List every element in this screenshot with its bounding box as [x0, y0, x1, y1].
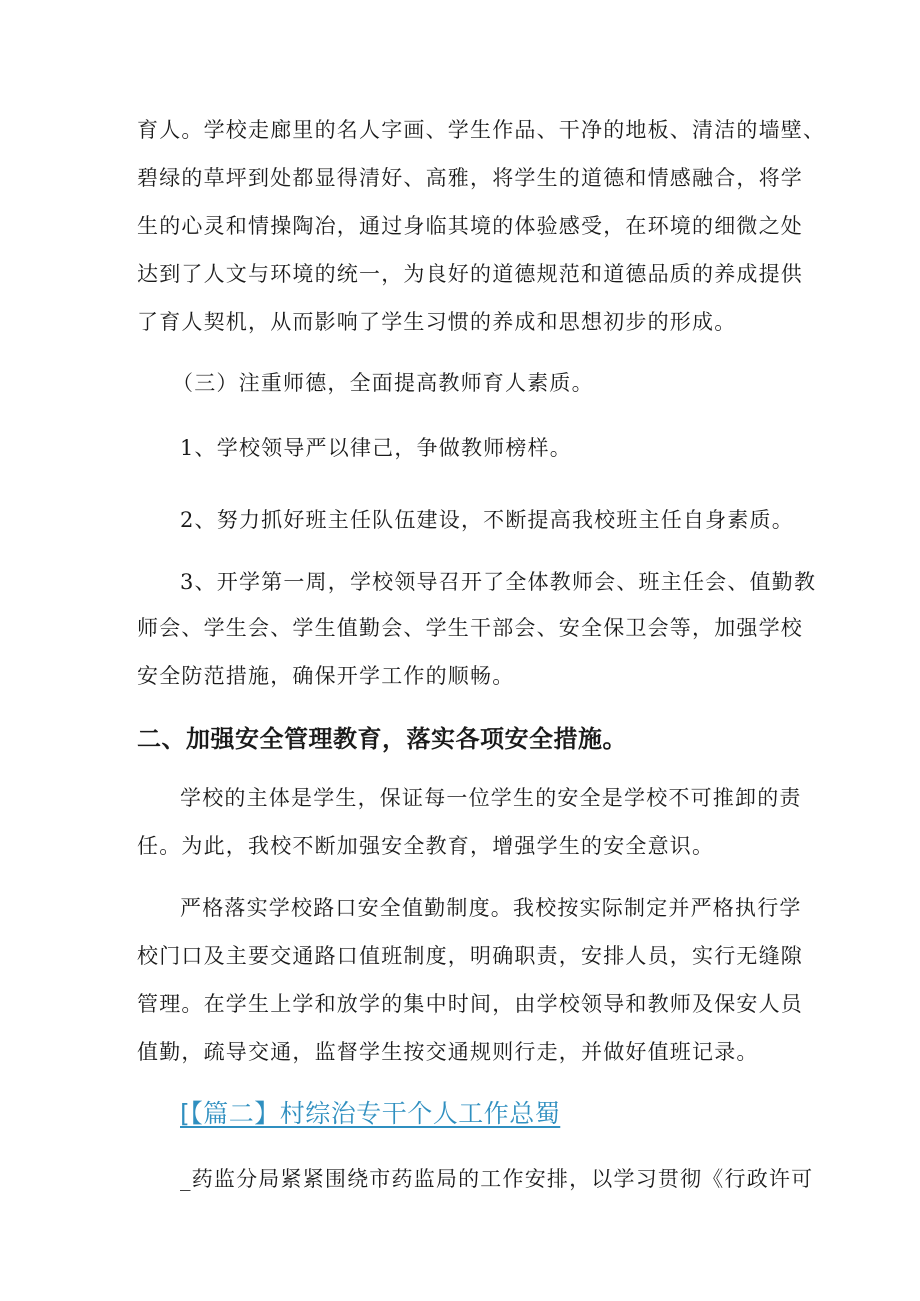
paragraph-traffic-line: 值勤，疏导交通，监督学生按交通规则行走，并做好值班记录。 [137, 1040, 759, 1064]
section-heading: 二、加强安全管理教育，落实各项安全措施。 [137, 725, 627, 753]
paragraph-safety-line: 学校的主体是学生，保证每一位学生的安全是学校不可推卸的责 [180, 786, 802, 810]
item-2: 2、努力抓好班主任队伍建设，不断提高我校班主任自身素质。 [180, 508, 794, 532]
subheading-3: （三）注重师德，全面提高教师育人素质。 [172, 371, 594, 395]
paragraph-1-line: 碧绿的草坪到处都显得清好、高雅，将学生的道德和情感融合，将学 [137, 166, 803, 190]
paragraph-1-line: 了育人契机，从而影响了学生习惯的养成和思想初步的形成。 [137, 310, 737, 334]
item-3-line: 安全防范措施，确保开学工作的顺畅。 [137, 664, 515, 688]
paragraph-traffic-line: 严格落实学校路口安全值勤制度。我校按实际制定并严格执行学 [180, 896, 802, 920]
item-1: 1、学校领导严以律己，争做教师榜样。 [180, 436, 572, 460]
paragraph-last-line: _药监分局紧紧围绕市药监局的工作安排，以学习贯彻《行政许可 [180, 1167, 814, 1191]
paragraph-safety-line: 任。为此，我校不断加强安全教育，增强学生的安全意识。 [137, 834, 715, 858]
paragraph-1-line: 育人。学校走廊里的名人字画、学生作品、干净的地板、清洁的墙壁、 [137, 118, 826, 142]
paragraph-1-line: 生的心灵和情操陶冶，通过身临其境的体验感受，在环境的细微之处 [137, 214, 803, 238]
item-3-line: 师会、学生会、学生值勤会、学生干部会、安全保卫会等，加强学校 [137, 616, 803, 640]
item-3-line: 3、开学第一周，学校领导召开了全体教师会、班主任会、值勤教 [180, 570, 817, 594]
paragraph-1-line: 达到了人文与环境的统一，为良好的道德规范和道德品质的养成提供 [137, 262, 803, 286]
section-link-title[interactable]: [【篇二】村综治专干个人工作总蜀 [180, 1099, 561, 1128]
paragraph-traffic-line: 管理。在学生上学和放学的集中时间，由学校领导和教师及保安人员 [137, 992, 803, 1016]
paragraph-traffic-line: 校门口及主要交通路口值班制度，明确职责，安排人员，实行无缝隙 [137, 944, 803, 968]
